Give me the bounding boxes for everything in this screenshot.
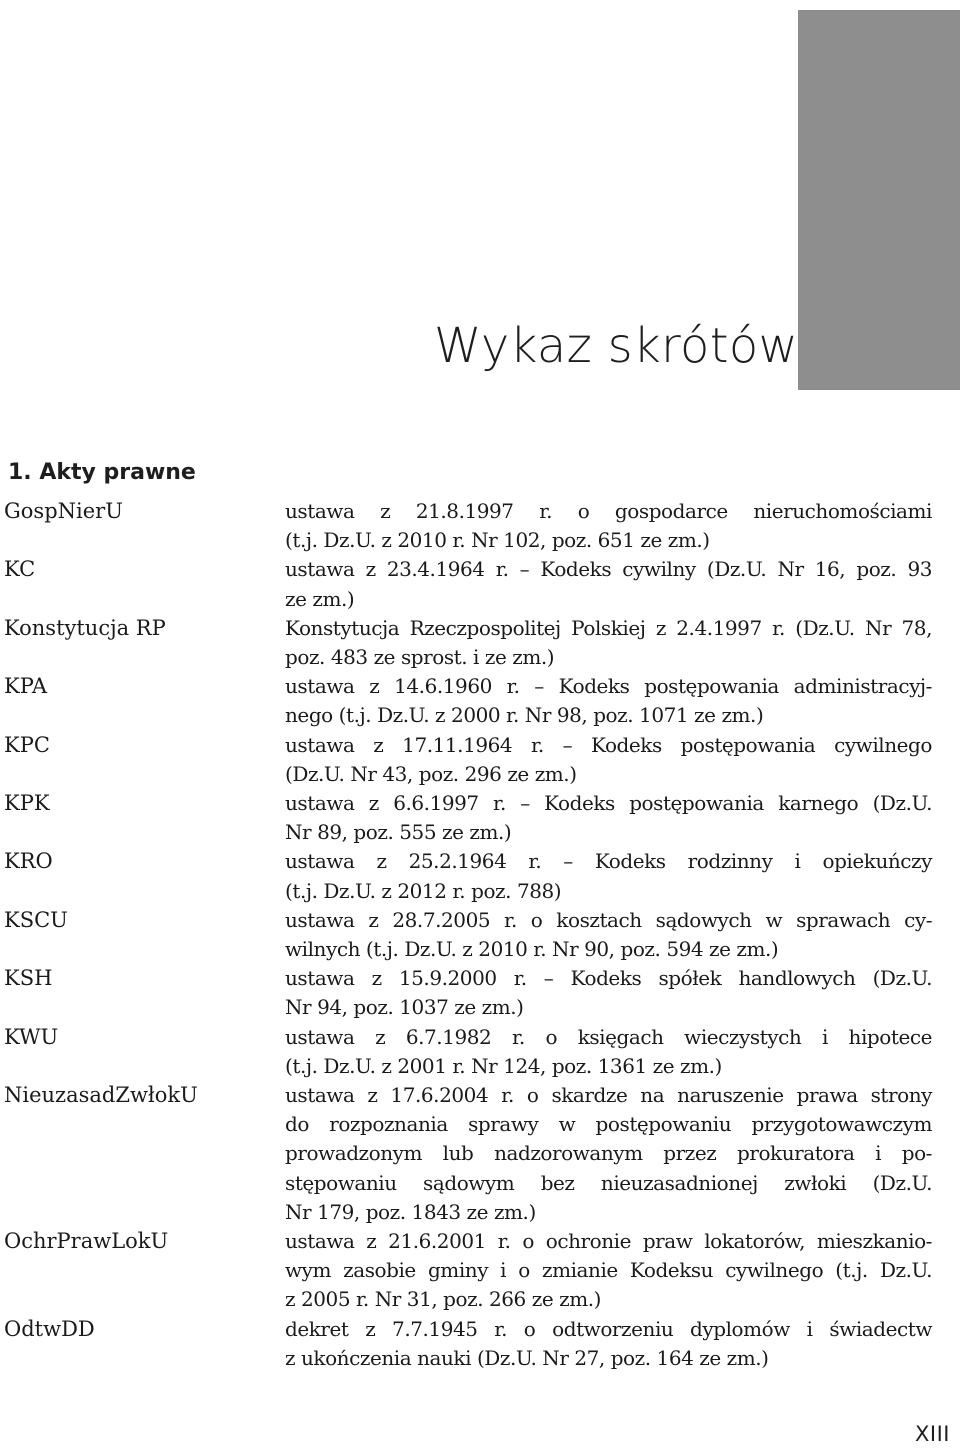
description-line: wym zasobie gminy i o zmianie Kodeksu cywilnego (t.j. Dz.U. [285,1258,932,1283]
description-line: ustawa z 21.6.2001 r. o ochronie praw lokatorów, mieszkanio- [285,1229,932,1253]
abbreviation-term: KRO [4,849,53,874]
abbreviation-description [285,731,932,789]
abbreviation-description [285,906,932,964]
abbreviation-entry [0,789,960,847]
description-line: ustawa z 23.4.1964 r. – Kodeks cywilny (Dz.U. Nr 16, poz. 93 [285,557,932,582]
description-line: do rozpoznania sprawy w postępowaniu przygotowawczym [285,1112,932,1137]
abbreviation-entry [0,1081,960,1227]
description-line: poz. 483 ze sprost. i ze zm.) [285,644,555,669]
abbreviation-term: OdtwDD [4,1316,95,1341]
abbreviation-entry [0,555,960,613]
description-line: stępowaniu sądowym bez nieuzasadnionej zwłoki (Dz.U. [285,1170,932,1195]
description-line: (t.j. Dz.U. z 2001 r. Nr 124, poz. 1361 ze zm.) [285,1053,722,1078]
page-title: Wykaz skrótów [434,318,799,374]
description-line: (t.j. Dz.U. z 2012 r. poz. 788) [285,878,562,903]
abbreviation-description [285,614,932,672]
abbreviation-entry [0,614,960,672]
description-line: ze zm.) [285,586,355,611]
section-heading: 1. Akty prawne [8,460,196,485]
description-line: ustawa z 28.7.2005 r. o kosztach sądowych w sprawach cy- [285,907,932,932]
abbreviation-term: GospNierU [4,499,123,523]
abbreviation-description [285,1315,932,1373]
abbreviation-entry [0,497,960,555]
description-line: dekret z 7.7.1945 r. o odtworzeniu dyplomów i świadectw [285,1316,932,1341]
abbreviation-entry [0,1315,960,1373]
abbreviation-term: KSCU [4,907,68,932]
abbreviation-entry [0,672,960,730]
description-line: ustawa z 17.11.1964 r. – Kodeks postępowania cywilnego [285,732,932,757]
description-line: prowadzonym lub nadzorowanym przez prokuratora i po- [285,1141,932,1166]
abbreviation-term: KWU [4,1024,59,1049]
description-line: ustawa z 17.6.2004 r. o skardze na naruszenie prawa strony [285,1083,932,1107]
description-line: (t.j. Dz.U. z 2010 r. Nr 102, poz. 651 ze zm.) [285,528,710,553]
description-line: z 2005 r. Nr 31, poz. 266 ze zm.) [285,1287,601,1312]
description-line: ustawa z 21.8.1997 r. o gospodarce nieruchomościami [285,499,932,523]
description-line: ustawa z 6.7.1982 r. o księgach wieczystych i hipotece [285,1024,932,1049]
description-line: ustawa z 25.2.1964 r. – Kodeks rodzinny i opiekuńczy [285,849,932,874]
description-line: Nr 179, poz. 1843 ze zm.) [285,1199,536,1224]
description-line: ustawa z 14.6.1960 r. – Kodeks postępowania administracyj- [285,674,932,699]
abbreviation-term: KPA [4,674,48,699]
abbreviation-term: KPC [4,732,50,757]
abbreviation-description [285,1081,932,1227]
description-line: Nr 89, poz. 555 ze zm.) [285,820,512,845]
abbreviation-entry [0,1023,960,1081]
abbreviation-description [285,497,932,555]
description-line: wilnych (t.j. Dz.U. z 2010 r. Nr 90, poz. 594 ze zm.) [285,936,779,961]
description-line: ustawa z 15.9.2000 r. – Kodeks spółek handlowych (Dz.U. [285,966,932,991]
abbreviation-entry [0,906,960,964]
description-line: ustawa z 6.6.1997 r. – Kodeks postępowania karnego (Dz.U. [285,791,932,815]
abbreviation-term: Konstytucja RP [4,615,166,640]
abbreviation-term: OchrPrawLokU [4,1229,169,1253]
abbreviation-term: KC [4,557,36,582]
abbreviation-entry [0,1227,960,1315]
abbreviation-description [285,672,932,730]
description-line: nego (t.j. Dz.U. z 2000 r. Nr 98, poz. 1071 ze zm.) [285,703,764,728]
abbreviation-term: KSH [4,966,53,991]
description-line: (Dz.U. Nr 43, poz. 296 ze zm.) [285,761,577,786]
page-number: XIII [915,1422,950,1446]
description-line: z ukończenia nauki (Dz.U. Nr 27, poz. 164 ze zm.) [285,1345,769,1370]
abbreviation-entry [0,731,960,789]
abbreviation-term: NieuzasadZwłokU [4,1083,198,1107]
abbreviation-entry [0,964,960,1022]
abbreviation-entry [0,847,960,905]
abbreviation-description [285,847,932,905]
description-line: Konstytucja Rzeczpospolitej Polskiej z 2.4.1997 r. (Dz.U. Nr 78, [285,615,932,640]
abbreviation-description [285,555,932,613]
abbreviation-description [285,789,932,847]
abbreviation-description [285,964,932,1022]
description-line: Nr 94, poz. 1037 ze zm.) [285,995,524,1020]
abbreviation-term: KPK [4,791,50,815]
abbreviation-description [285,1227,932,1315]
abbreviation-description [285,1023,932,1081]
